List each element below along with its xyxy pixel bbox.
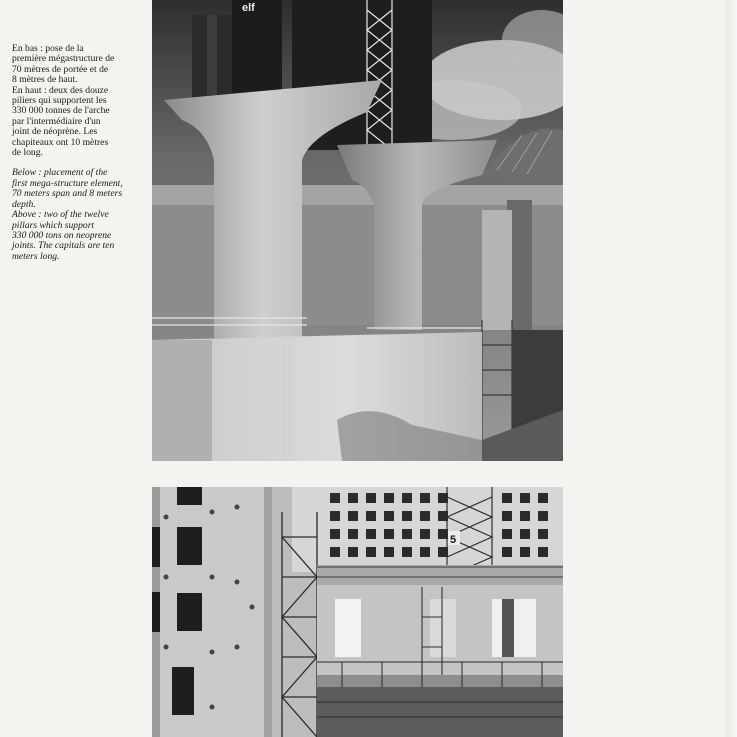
caption-line: pillars which support	[12, 219, 95, 231]
caption-line: Below : placement of the	[12, 167, 108, 179]
caption	[12, 44, 134, 262]
caption-line: joints. The capitals are ten	[12, 240, 115, 252]
page-edge	[726, 0, 737, 737]
caption-french	[12, 44, 134, 158]
caption-line: Above : two of the twelve	[12, 209, 109, 221]
caption-english	[12, 168, 134, 262]
caption-line: 70 mètres de portée et de	[12, 63, 109, 75]
caption-line: de long.	[12, 147, 43, 159]
caption-line: chapiteaux ont 10 mètres	[12, 136, 109, 148]
caption-line: 330 000 tons on neoprene	[12, 229, 112, 241]
caption-line: piliers qui supportent les	[12, 95, 107, 107]
caption-line: première mégastructure de	[12, 53, 115, 65]
caption-line: 330 000 tonnes de l'arche	[12, 105, 110, 117]
caption-line: depth.	[12, 198, 36, 210]
photo-pillars	[152, 0, 563, 461]
caption-line: En bas : pose de la	[12, 43, 84, 54]
caption-line: par l'intermédiaire d'un	[12, 115, 101, 127]
tower-sign: elf	[242, 2, 255, 14]
caption-line: 70 meters span and 8 meters	[12, 188, 123, 200]
caption-line: 8 mètres de haut.	[12, 74, 78, 86]
caption-line: joint de néoprène. Les	[12, 126, 98, 138]
caption-line: meters long.	[12, 250, 60, 262]
structure-number: 5	[450, 534, 457, 546]
caption-line: En haut : deux des douze	[12, 84, 109, 96]
caption-line: first mega-structure element,	[12, 177, 123, 189]
photo-megastructure	[152, 487, 563, 737]
